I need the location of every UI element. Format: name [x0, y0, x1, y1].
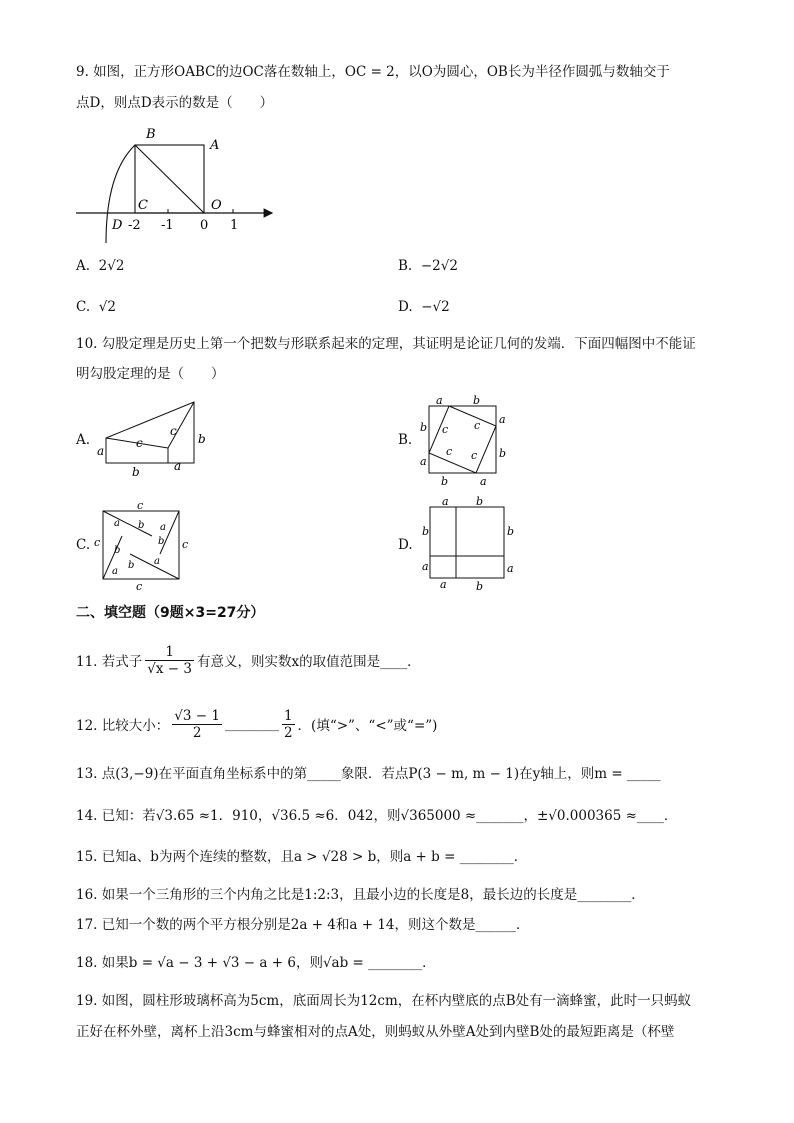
- q18: 18. 如果b = √a − 3 + √3 − a + 6，则√ab = ________．: [76, 955, 436, 971]
- q9-stem-line2: 点D，则点D表示的数是（ ）: [76, 95, 274, 111]
- svg-text:a: a: [422, 560, 429, 573]
- svg-text:a: a: [174, 459, 182, 473]
- svg-text:b: b: [441, 475, 449, 487]
- label-b: B: [146, 127, 156, 142]
- svg-text:c: c: [182, 538, 189, 551]
- svg-text:b: b: [198, 432, 206, 446]
- label-c: C: [138, 198, 148, 213]
- section-title-fill-in: 二、填空题（9题×3=27分）: [76, 605, 265, 621]
- q10-option-b-label[interactable]: B.: [398, 432, 413, 448]
- q9-option-a[interactable]: A. 2√2: [76, 258, 125, 274]
- q10-stem-line1: 10. 勾股定理是历史上第一个把数与形联系起来的定理，其证明是论证几何的发端．下面四幅图中不能证: [76, 336, 696, 352]
- q10-option-c-label[interactable]: C.: [76, 537, 91, 553]
- svg-text:a: a: [499, 413, 506, 426]
- svg-text:a: a: [420, 455, 427, 468]
- svg-text:b: b: [132, 465, 140, 477]
- svg-text:a: a: [112, 566, 118, 577]
- svg-text:c: c: [136, 580, 143, 592]
- q11: 11. 若式子 $\frac{1}{√x - 3}$ 有意义，则实数x的取值范围是____．: [76, 643, 421, 677]
- svg-text:b: b: [420, 421, 428, 434]
- tick-0: 0: [200, 218, 209, 233]
- q10-figure-d: [416, 494, 520, 594]
- q10-figure-a: [92, 395, 212, 477]
- label-o: O: [211, 198, 222, 213]
- q9-stem-line1: 9. 如图，正方形OABC的边OC落在数轴上，OC = 2，以O为圆心，OB长为半径作圆弧与数轴交于: [76, 64, 670, 80]
- svg-text:b: b: [422, 525, 430, 538]
- q9-option-b[interactable]: B. −2√2: [398, 258, 458, 274]
- q10-option-a-label[interactable]: A.: [76, 432, 91, 448]
- q9-option-d[interactable]: D. −√2: [398, 299, 450, 315]
- svg-text:c: c: [137, 499, 144, 512]
- tick-minus2: -2: [128, 218, 141, 233]
- svg-text:b: b: [138, 520, 145, 531]
- q15: 15. 已知a、b为两个连续的整数，且a > √28 > b，则a + b = ________．: [76, 849, 528, 865]
- svg-text:a: a: [480, 475, 487, 487]
- q14: 14. 已知：若√3.65 ≈1．910，√36.5 ≈6．042，则√365000 ≈_______，±√0.000365 ≈____．: [76, 808, 678, 824]
- q19-line1: 19. 如图，圆柱形玻璃杯高为5cm，底面周长为12cm，在杯内壁底的点B处有一滴蜂蜜，此时一只蚂蚁: [76, 993, 692, 1009]
- label-a: A: [210, 138, 220, 153]
- svg-text:b: b: [114, 545, 121, 556]
- svg-text:c: c: [442, 423, 449, 436]
- q19-line2: 正好在杯外壁，离杯上沿3cm与蜂蜜相对的点A处，则蚂蚁从外壁A处到内壁B处的最短距离是（杯壁: [76, 1024, 675, 1040]
- svg-text:a: a: [154, 556, 160, 567]
- q17: 17. 已知一个数的两个平方根分别是2a + 4和a + 14，则这个数是______．: [76, 917, 530, 933]
- svg-text:c: c: [471, 449, 478, 462]
- svg-text:a: a: [442, 495, 449, 508]
- tick-minus1: -1: [161, 218, 174, 233]
- svg-text:b: b: [476, 580, 484, 593]
- svg-text:b: b: [473, 394, 481, 407]
- svg-text:c: c: [94, 536, 101, 549]
- svg-text:b: b: [507, 525, 515, 538]
- q9-figure: [70, 118, 280, 248]
- svg-text:a: a: [440, 578, 447, 591]
- q10-figure-c: [92, 498, 192, 592]
- svg-text:a: a: [507, 562, 514, 575]
- svg-text:a: a: [97, 444, 105, 458]
- svg-text:b: b: [476, 495, 484, 508]
- svg-text:b: b: [128, 560, 135, 571]
- svg-text:b: b: [158, 536, 165, 547]
- label-d: D: [112, 218, 123, 233]
- q10-option-d-label[interactable]: D.: [398, 537, 413, 553]
- svg-text:a: a: [436, 394, 443, 407]
- q10-stem-line2: 明勾股定理的是（ ）: [76, 366, 225, 382]
- svg-text:c: c: [446, 445, 453, 458]
- q16: 16. 如果一个三角形的三个内角之比是1:2:3，且最小边的长度是8，最长边的长度是________．: [76, 887, 645, 903]
- q9-option-c[interactable]: C. √2: [76, 299, 116, 315]
- svg-text:a: a: [114, 518, 120, 529]
- q10-figure-b: [416, 393, 510, 487]
- tick-1: 1: [230, 218, 239, 233]
- svg-text:a: a: [160, 522, 166, 533]
- q13: 13. 点(3,−9)在平面直角坐标系中的第_____象限．若点P(3 − m, m − 1)在y轴上，则m = _____: [76, 766, 661, 782]
- q12: 12. 比较大小： $\frac{√3 - 1}{2}$ ________ $\frac{1}{2}$ ．(填“>”、“<”或“=”): [76, 707, 438, 741]
- svg-text:c: c: [474, 419, 481, 432]
- svg-text:b: b: [499, 447, 507, 460]
- svg-text:c: c: [170, 424, 177, 438]
- svg-text:c: c: [136, 436, 143, 450]
